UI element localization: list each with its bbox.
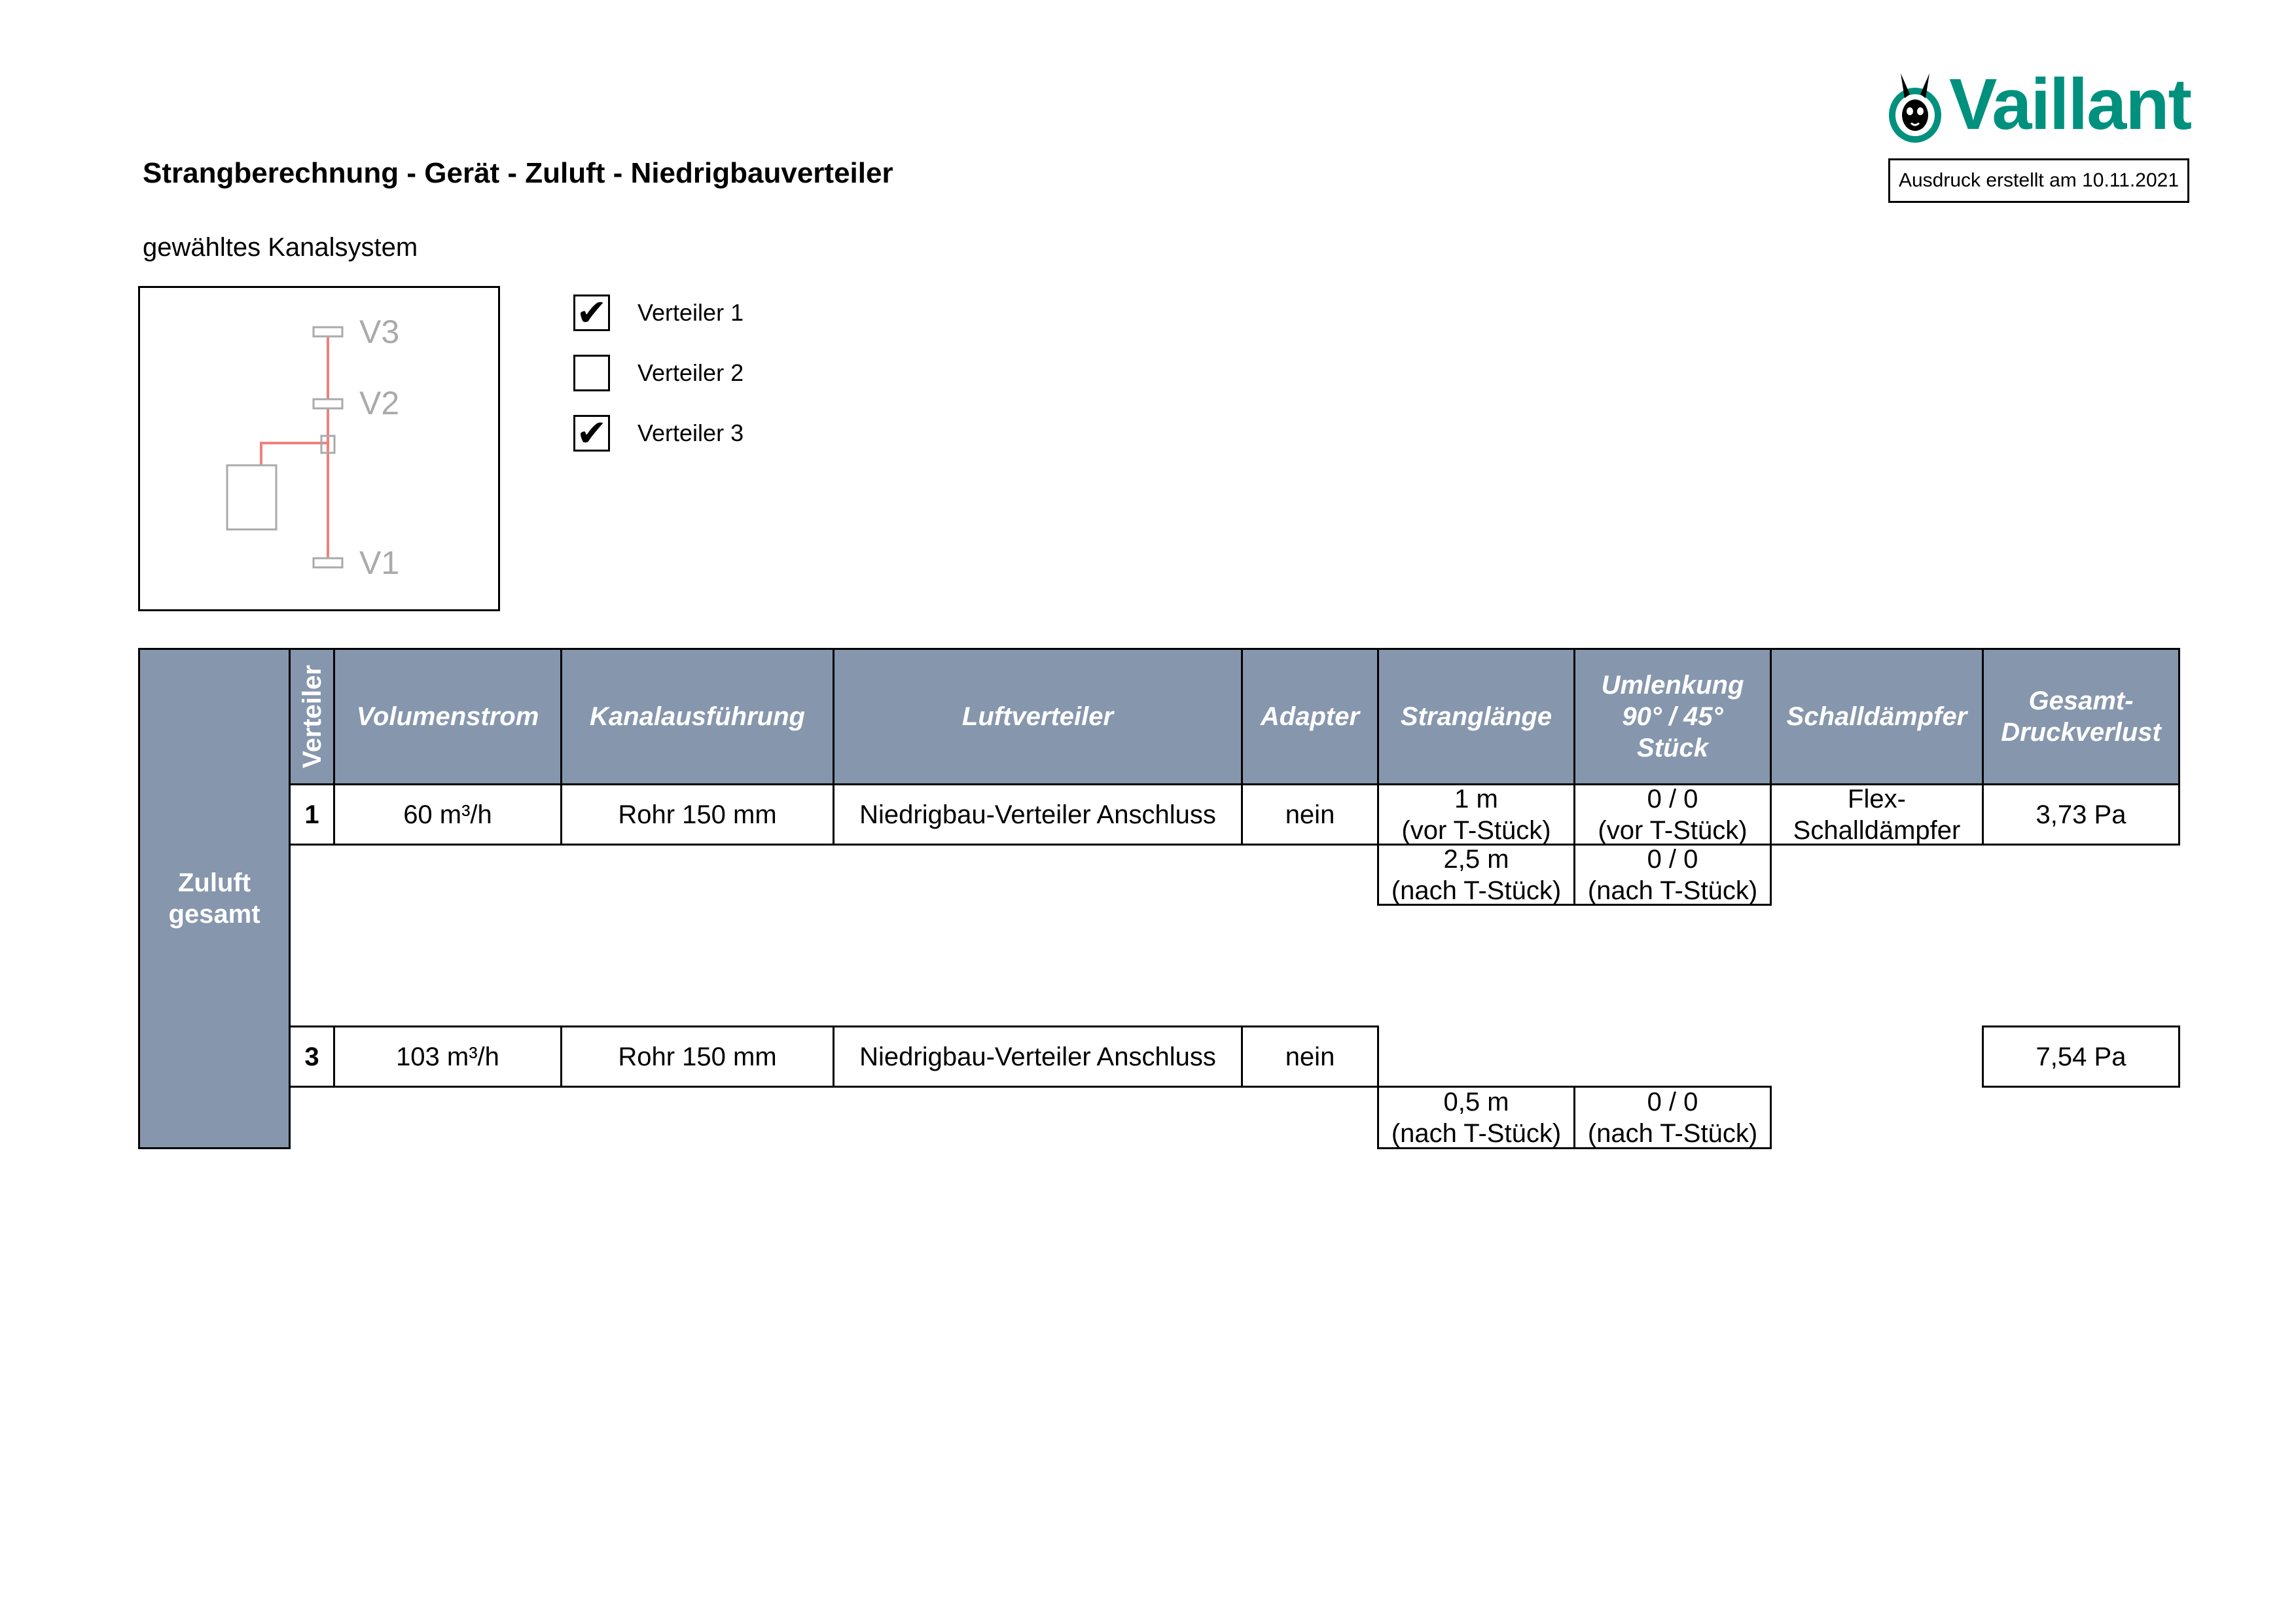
option-verteiler-3[interactable] [573,414,744,453]
brand-name: Vaillant [1949,64,2191,145]
row3-adapter: nein [1241,1026,1379,1088]
distributor-v2-shape [314,399,342,408]
option-verteiler-1[interactable] [573,293,744,332]
channel-system-heading: gewähltes Kanalsystem [143,233,418,262]
row3-umlenkung-nach: 0 / 0 (nach T-Stück) [1573,1086,1772,1149]
row3-gesamt-druckverlust: 7,54 Pa [1982,1026,2180,1088]
row3-kanalausfuehrung: Rohr 150 mm [560,1026,834,1088]
label-v1: V1 [359,544,400,581]
row1-adapter: nein [1241,783,1379,846]
row1-umlenkung-vor: 0 / 0 (vor T-Stück) [1573,783,1772,846]
header-volumenstrom: Volumenstrom [333,648,562,785]
row1-verteiler: 1 [289,783,335,846]
header-schalldaempfer: Schalldämpfer [1770,648,1984,785]
page-title: Strangberechnung - Gerät - Zuluft - Niedrigbauverteiler [143,157,893,189]
distributor-v3-shape [314,327,342,336]
channel-system-diagram [138,286,500,611]
label-v3: V3 [359,313,400,350]
header-adapter: Adapter [1241,648,1379,785]
row1-stranglaenge-vor: 1 m (vor T-Stück) [1377,783,1575,846]
duct-branch-line [261,443,328,465]
row3-verteiler: 3 [289,1026,335,1088]
row1-schalldaempfer: Flex- Schalldämpfer [1770,783,1984,846]
header-stranglaenge: Stranglänge [1377,648,1575,785]
header-verteiler: Verteiler [289,648,335,785]
zuluft-gesamt-label: Zuluft gesamt [138,648,291,1149]
row1-volumenstrom: 60 m³/h [333,783,562,846]
header-luftverteiler: Luftverteiler [833,648,1243,785]
checkbox-verteiler-1[interactable]: ✔ [573,294,610,331]
row1-luftverteiler: Niedrigbau-Verteiler Anschluss [833,783,1243,846]
header-gesamt-druckverlust: Gesamt- Druckverlust [1982,648,2180,785]
option-verteiler-2[interactable] [573,353,744,393]
hare-icon [1885,68,1945,147]
vaillant-logo [1885,64,2191,151]
row1-gesamt-druckverlust: 3,73 Pa [1982,783,2180,846]
row1-stranglaenge-nach: 2,5 m (nach T-Stück) [1377,844,1575,906]
print-date-note: Ausdruck erstellt am 10.11.2021 [1888,158,2189,203]
row3-stranglaenge-nach: 0,5 m (nach T-Stück) [1377,1086,1575,1149]
option-label: Verteiler 2 [637,359,744,386]
header-kanalausfuehrung: Kanalausführung [560,648,834,785]
option-label: Verteiler 3 [637,419,744,446]
row1-umlenkung-nach: 0 / 0 (nach T-Stück) [1573,844,1772,906]
ventilation-unit-shape [227,465,276,529]
option-label: Verteiler 1 [637,299,744,326]
row3-luftverteiler: Niedrigbau-Verteiler Anschluss [833,1026,1243,1088]
row3-volumenstrom: 103 m³/h [333,1026,562,1088]
distributor-v1-shape [314,558,342,567]
label-v2: V2 [359,385,400,421]
row1-kanalausfuehrung: Rohr 150 mm [560,783,834,846]
checkbox-verteiler-3[interactable]: ✔ [573,415,610,452]
checkbox-verteiler-2[interactable] [573,355,610,391]
header-umlenkung: Umlenkung 90° / 45° Stück [1573,648,1772,785]
